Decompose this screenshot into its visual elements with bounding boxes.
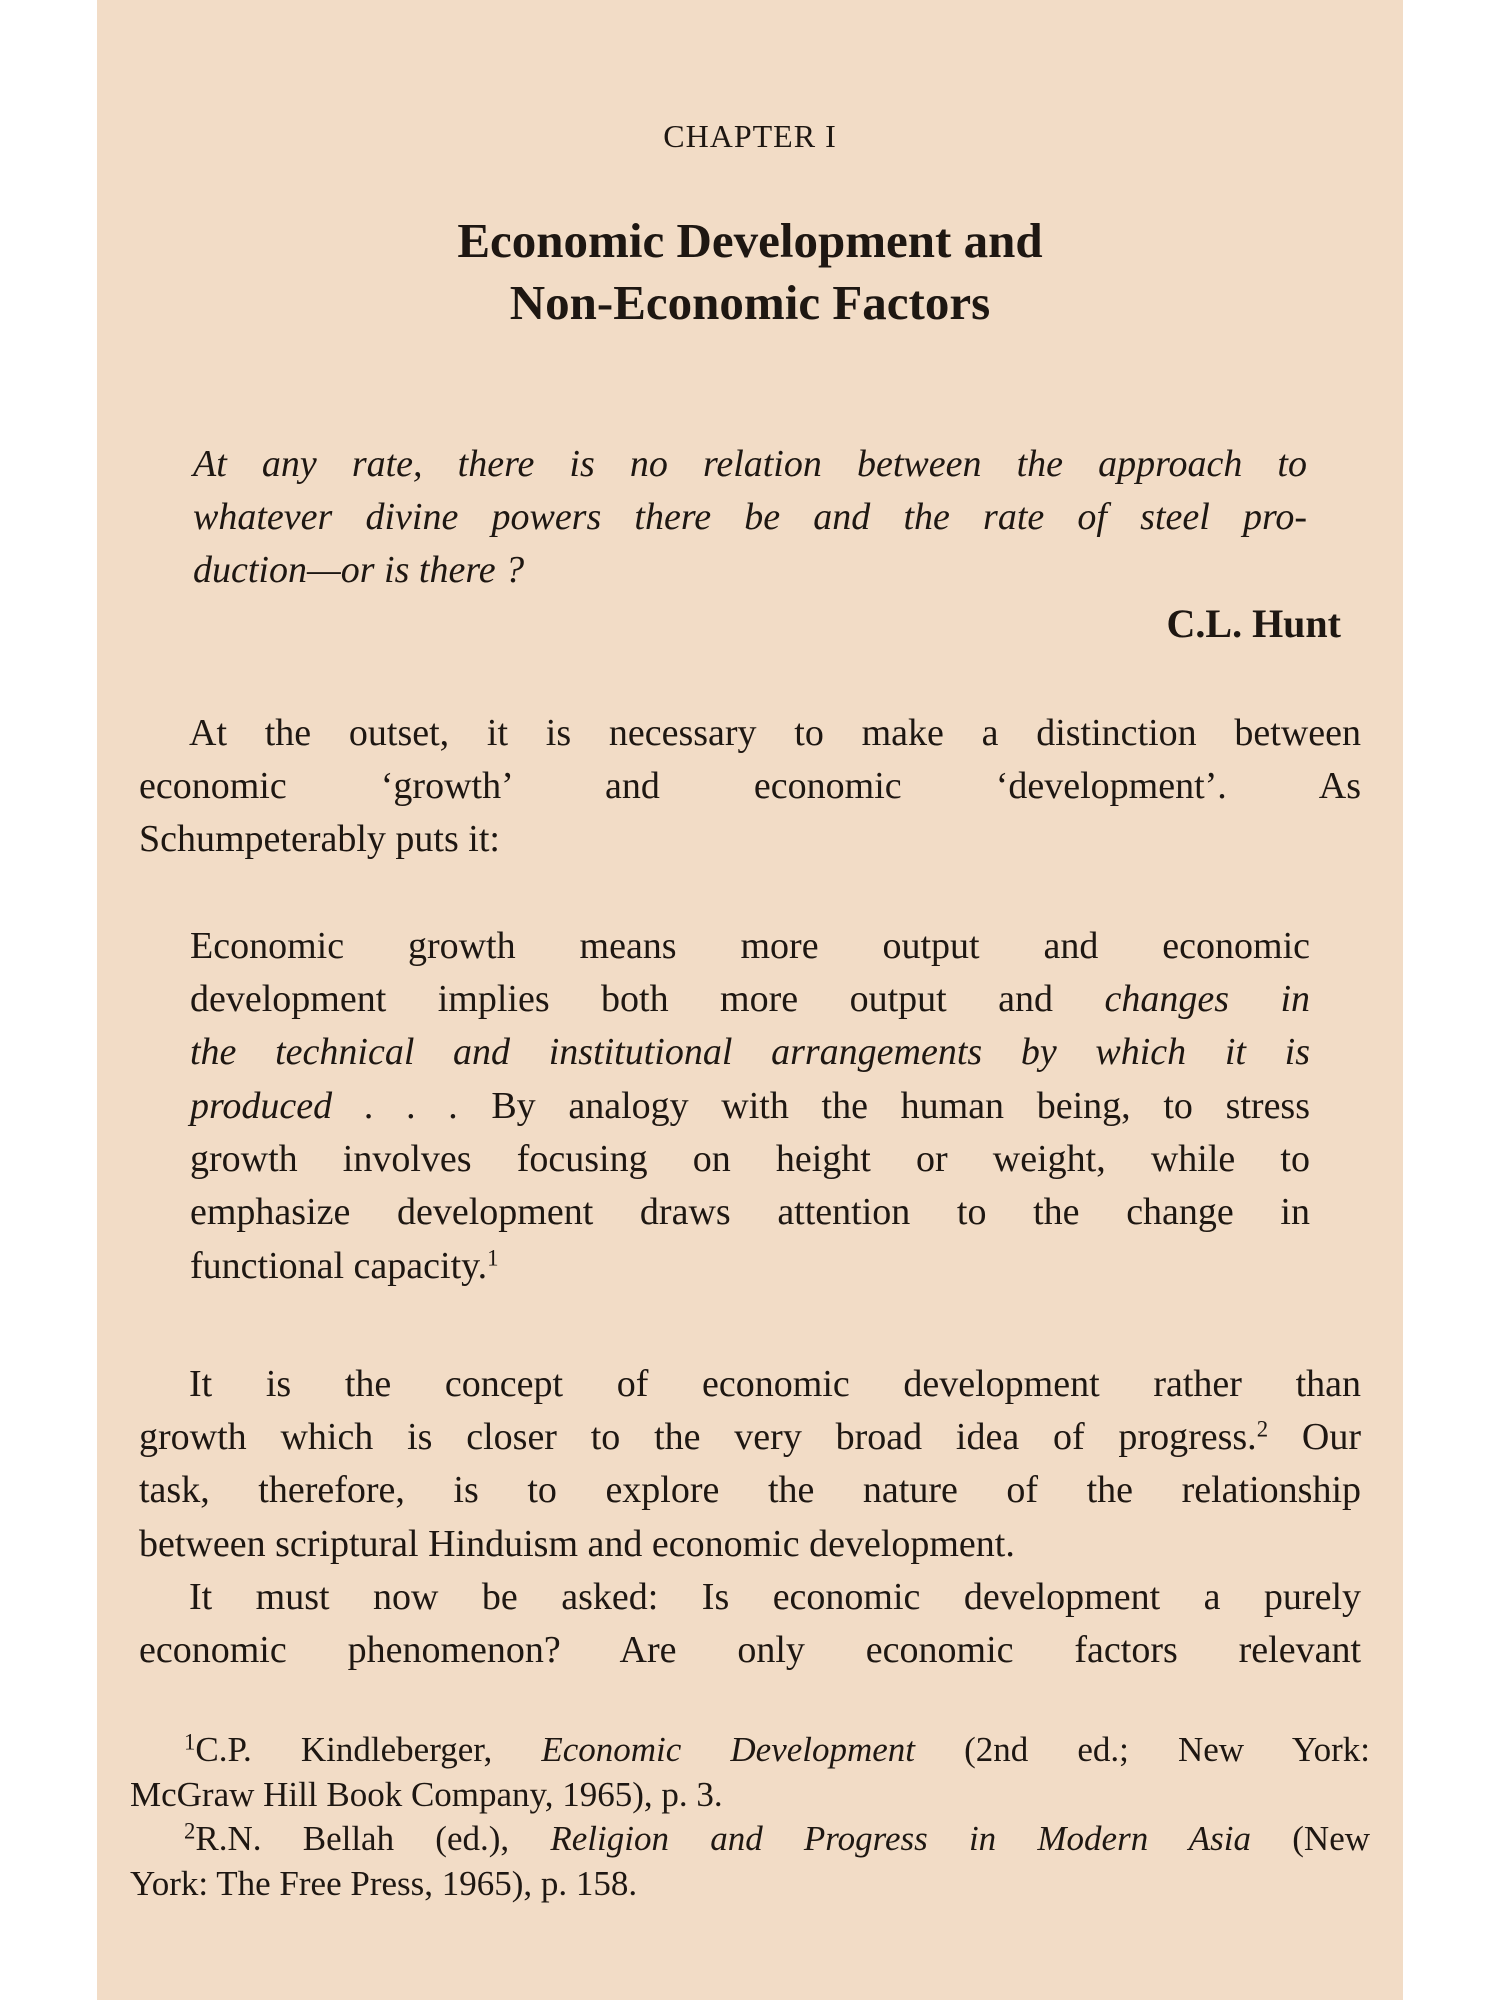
footnote-number: 1 xyxy=(184,1729,196,1755)
footnote-line: York: The Free Press, 1965), p. 158. xyxy=(130,1864,638,1903)
paragraph-line: economic phenomenon? Are only economic factors relevant xyxy=(139,1629,1361,1671)
paragraph-line: It must now be asked: Is economic development a purely xyxy=(189,1576,1361,1618)
epigraph-line: duction—or is there ? xyxy=(193,549,525,591)
quote-line: the technical and institutional arrangements by which it is xyxy=(190,1031,1310,1073)
chapter-title-line-1: Economic Development and xyxy=(457,213,1043,268)
quote-emphasis: produced . . . xyxy=(190,1085,459,1127)
paragraph-line: between scriptural Hinduism and economic development. xyxy=(139,1523,1015,1565)
paragraph-line: It is the concept of economic development rather than xyxy=(189,1363,1361,1405)
footnote-ref: 2 xyxy=(1256,1416,1269,1442)
epigraph-author: C.L. Hunt xyxy=(1166,601,1341,646)
quote-line: growth involves focusing on height or weight, while to xyxy=(190,1138,1310,1180)
paragraph-text: growth which is closer to the very broad idea of progress. xyxy=(139,1416,1257,1458)
footnote-line: McGraw Hill Book Company, 1965), p. 3. xyxy=(130,1775,723,1814)
footnote-ref: 1 xyxy=(487,1245,499,1271)
quote-text: By analogy with the human being, to stress xyxy=(491,1085,1311,1127)
footnote-book-title: Religion and Progress in Modern Asia xyxy=(550,1819,1252,1858)
quote-text: development implies both more output and xyxy=(190,978,1054,1020)
quote-emphasis: changes in xyxy=(1104,978,1311,1020)
book-page xyxy=(97,0,1403,2000)
quote-line xyxy=(190,1239,1310,1293)
footnote-text: (New xyxy=(1292,1819,1371,1858)
footnote-text: (2nd ed.; New York: xyxy=(964,1730,1370,1769)
paragraph-line xyxy=(139,1410,1361,1464)
footnote-line xyxy=(184,1816,1370,1861)
epigraph-line: whatever divine powers there be and the rate of steel pro- xyxy=(193,496,1307,538)
chapter-title xyxy=(97,210,1403,334)
footnote-book-title: Economic Development xyxy=(541,1730,916,1769)
paragraph-line: economic ‘growth’ and economic ‘development’. As xyxy=(139,765,1361,807)
footnote-author: R.N. Bellah (ed.), xyxy=(195,1819,510,1858)
quote-line xyxy=(190,972,1310,1026)
paragraph-line: Schumpeterably puts it: xyxy=(139,818,500,860)
chapter-title-line-2: Non-Economic Factors xyxy=(509,275,991,330)
paragraph-line: task, therefore, is to explore the nature of the relationship xyxy=(139,1469,1361,1511)
footnote-text xyxy=(184,1730,492,1769)
paragraph-line: At the outset, it is necessary to make a distinction between xyxy=(189,712,1361,754)
footnote-number: 2 xyxy=(184,1818,196,1844)
quote-text: functional capacity. xyxy=(190,1245,488,1287)
paragraph-text: Our xyxy=(1301,1416,1361,1458)
footnote-text xyxy=(184,1819,509,1858)
quote-line: Economic growth means more output and economic xyxy=(190,925,1310,967)
footnote-author: C.P. Kindleberger, xyxy=(195,1730,493,1769)
epigraph-line: At any rate, there is no relation between the approach to xyxy=(193,443,1307,485)
quote-line xyxy=(190,1079,1310,1133)
footnote-line xyxy=(184,1727,1370,1772)
chapter-heading: CHAPTER I xyxy=(663,118,837,154)
quote-line: emphasize development draws attention to the change in xyxy=(190,1191,1310,1233)
